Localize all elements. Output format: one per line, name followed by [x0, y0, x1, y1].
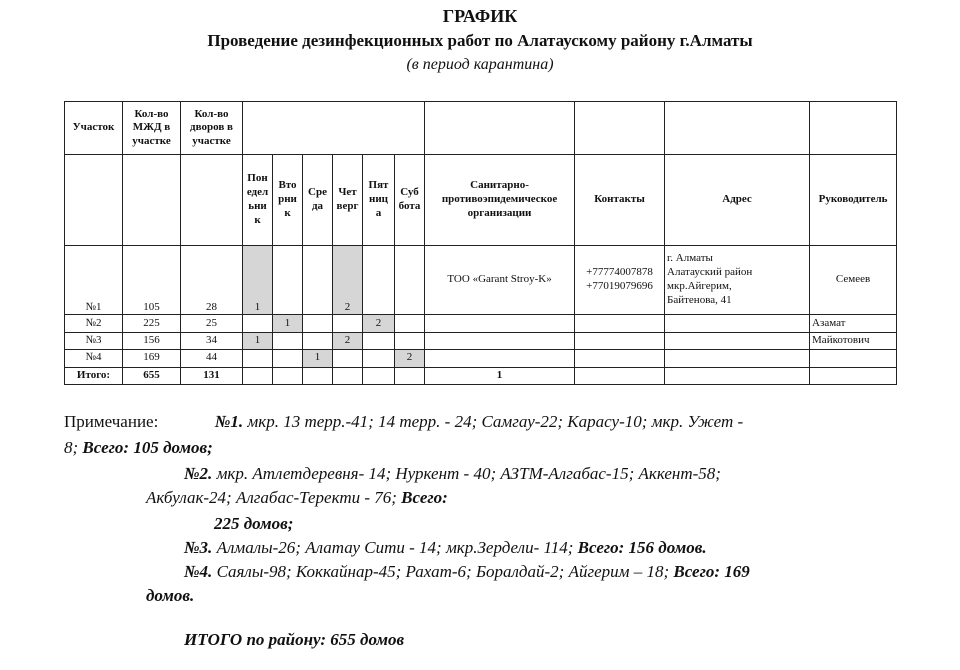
cell-friday [363, 350, 395, 367]
address-line: Алатауский район [667, 266, 753, 279]
cell-monday: 1 [243, 332, 273, 349]
note-4-total: Всего: 169 [673, 562, 750, 581]
note-2-text: мкр. Атлетдеревня- 14; Нуркент - 40; АЗТМ-Алгабас-15; Аккент-58; [212, 464, 721, 483]
document-title: ГРАФИК [442, 6, 518, 26]
cell-friday [363, 332, 395, 349]
cell-mzhd: 105 [123, 245, 181, 315]
note-3-total: Всего: 156 домов. [577, 538, 707, 557]
cell-manager: Майкотович [810, 332, 897, 349]
address-line: Байтенова, 41 [667, 293, 732, 306]
note-1-continuation: 8; [64, 438, 79, 457]
cell-friday: 2 [363, 315, 395, 332]
cell-monday: 1 [243, 245, 273, 315]
cell-contacts [575, 245, 665, 315]
header-mzhd: Кол-во МЖД в участке [123, 102, 181, 155]
table-row [65, 332, 897, 349]
cell-wednesday: 1 [303, 350, 333, 367]
cell-tuesday [273, 332, 303, 349]
cell-thursday [333, 350, 363, 367]
cell-thursday [333, 315, 363, 332]
note-4-total-word: домов. [146, 586, 195, 605]
cell-yards: 44 [181, 350, 243, 367]
cell-manager: Азамат [810, 315, 897, 332]
grand-total: ИТОГО по району: 655 домов [184, 630, 405, 649]
cell-plot: №4 [65, 350, 123, 367]
header-yards: Кол-во дворов в участке [181, 102, 243, 155]
cell-plot: №1 [65, 245, 123, 315]
cell-yards: 28 [181, 245, 243, 315]
address-line: г. Алматы [667, 252, 713, 265]
header-tuesday: Вто рни к [273, 155, 303, 245]
cell-saturday: 2 [395, 350, 425, 367]
total-mzhd: 655 [123, 367, 181, 384]
cell-tuesday [273, 350, 303, 367]
cell-wednesday [303, 315, 333, 332]
cell-thursday: 2 [333, 332, 363, 349]
total-label: Итого: [65, 367, 123, 384]
cell-monday [243, 315, 273, 332]
note-3-heading: №3. [184, 538, 213, 557]
total-yards: 131 [181, 367, 243, 384]
cell-thursday: 2 [333, 245, 363, 315]
cell-saturday [395, 245, 425, 315]
table-row [65, 350, 897, 367]
cell-mzhd: 156 [123, 332, 181, 349]
cell-mzhd: 225 [123, 315, 181, 332]
cell-manager: Семеев [810, 245, 897, 315]
cell-mzhd: 169 [123, 350, 181, 367]
note-1-text: мкр. 13 терр.-41; 14 терр. - 24; Самгау-22; Карасу-10; мкр. Ужет - [243, 412, 744, 431]
schedule-table [64, 101, 897, 385]
note-3-text: Алмалы-26; Алатау Сити - 14; мкр.Зердели- 114; [212, 538, 578, 557]
table-row [65, 315, 897, 332]
note-4-text: Саялы-98; Коккайнар-45; Рахат-6; Боралдай-2; Айгерим – 18; [212, 562, 674, 581]
cell-tuesday: 1 [273, 315, 303, 332]
contact-phone: +77019079696 [586, 279, 653, 292]
table-row [65, 245, 897, 315]
header-friday: Пят ниц а [363, 155, 395, 245]
cell-manager [810, 350, 897, 367]
cell-monday [243, 350, 273, 367]
contact-phone: +77774007878 [586, 266, 653, 279]
note-2-total: Всего: [401, 488, 448, 507]
cell-wednesday [303, 332, 333, 349]
document-period: (в период карантина) [406, 56, 554, 73]
cell-tuesday [273, 245, 303, 315]
header-manager: Руководитель [810, 155, 897, 245]
note-1-heading: №1. [214, 412, 244, 431]
total-organizations: 1 [425, 367, 575, 384]
cell-address [665, 245, 810, 315]
header-address: Адрес [665, 155, 810, 245]
cell-saturday [395, 315, 425, 332]
header-thursday: Чет верг [333, 155, 363, 245]
cell-plot: №3 [65, 332, 123, 349]
note-2-total-count: 225 домов; [214, 514, 294, 533]
header-monday: Пон едел ьни к [243, 155, 273, 245]
note-1-total: Всего: 105 домов; [78, 438, 213, 457]
address-line: мкр.Айгерим, [667, 279, 732, 292]
cell-yards: 25 [181, 315, 243, 332]
table-total-row [65, 367, 897, 384]
header-organization: Санитарно-противоэпидемическое организации [425, 155, 575, 245]
cell-friday [363, 245, 395, 315]
notes-label: Примечание: [64, 412, 159, 431]
header-saturday: Суб бота [395, 155, 425, 245]
note-2-continuation: Акбулак-24; Алгабас-Теректи - 76; [146, 488, 402, 507]
note-2-heading: №2. [184, 464, 213, 483]
document-subtitle: Проведение дезинфекционных работ по Алатаускому району г.Алматы [207, 31, 753, 50]
header-plot: Участок [65, 102, 123, 155]
header-wednesday: Сре да [303, 155, 333, 245]
header-contacts: Контакты [575, 155, 665, 245]
cell-saturday [395, 332, 425, 349]
cell-wednesday [303, 245, 333, 315]
note-4-heading: №4. [184, 562, 213, 581]
cell-plot: №2 [65, 315, 123, 332]
cell-organization: ТОО «Garant Stroy-K» [425, 245, 575, 315]
cell-yards: 34 [181, 332, 243, 349]
